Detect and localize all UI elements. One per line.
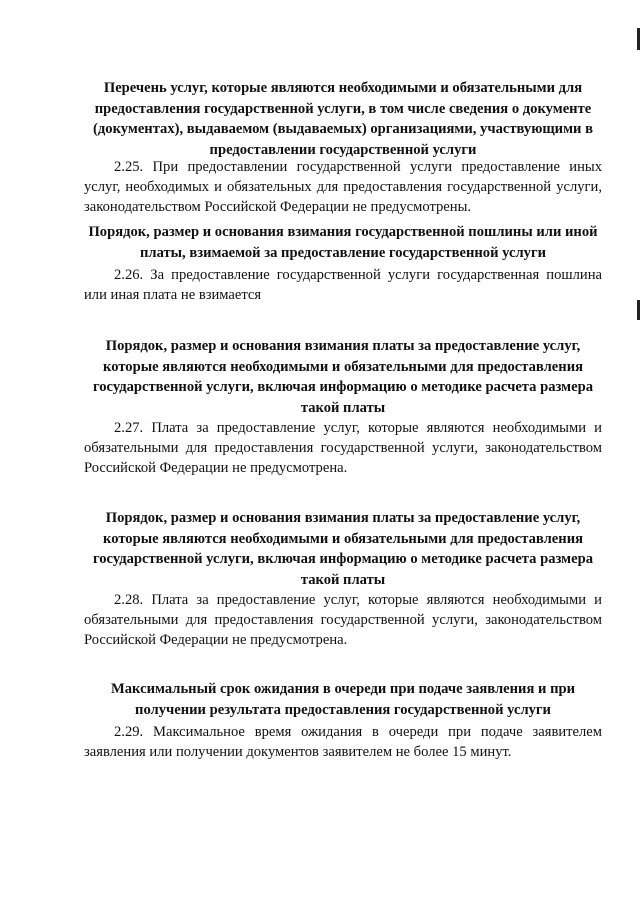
section-2-27-body xyxy=(84,418,602,478)
section-2-25-body xyxy=(84,157,602,217)
section-heading: Порядок, размер и основания взимания платы за предоставление услуг, которые являются необходимыми и обязательными для предоставления государственной услуги, включая информацию о методике расчета размера такой платы xyxy=(92,510,594,588)
section-2-28 xyxy=(84,508,602,590)
section-paragraph: 2.26. За предоставление государственной услуги государственная пошлина или иная плата не взимается xyxy=(84,267,602,303)
section-2-27 xyxy=(84,336,602,418)
section-paragraph: 2.27. Плата за предоставление услуг, которые являются необходимыми и обязательными для предоставления государственной услуги, законодательством Российской Федерации не предусмотрена. xyxy=(84,420,602,476)
section-heading: Порядок, размер и основания взимания государственной пошлины или иной платы, взимаемой за предоставление государственной услуги xyxy=(88,224,598,261)
section-heading: Перечень услуг, которые являются необходимыми и обязательными для предоставления государственной услуги, в том числе сведения о документе (документах), выдаваемом (выдаваемых) организациями, участвующими в предоставлении государственной услуги xyxy=(93,80,593,158)
section-2-28-body xyxy=(84,590,602,650)
section-2-26-body xyxy=(84,265,602,305)
section-paragraph: 2.29. Максимальное время ожидания в очереди при подаче заявителем заявления или получении документов заявителем не более 15 минут. xyxy=(84,724,602,760)
section-2-29 xyxy=(84,679,602,720)
section-2-25 xyxy=(84,78,602,160)
section-heading: Порядок, размер и основания взимания платы за предоставление услуг, которые являются необходимыми и обязательными для предоставления государственной услуги, включая информацию о методике расчета размера такой платы xyxy=(92,338,594,416)
section-paragraph: 2.25. При предоставлении государственной услуги предоставление иных услуг, необходимых и обязательных для предоставления государственной услуги, законодательством Российской Федерации не предусмотрены. xyxy=(84,159,602,215)
section-heading: Максимальный срок ожидания в очереди при подаче заявления и при получении результата предоставления государственной услуги xyxy=(110,681,576,718)
section-paragraph: 2.28. Плата за предоставление услуг, которые являются необходимыми и обязательными для предоставления государственной услуги, законодательством Российской Федерации не предусмотрена. xyxy=(84,592,602,648)
section-2-26 xyxy=(84,222,602,263)
section-2-29-body xyxy=(84,722,602,762)
